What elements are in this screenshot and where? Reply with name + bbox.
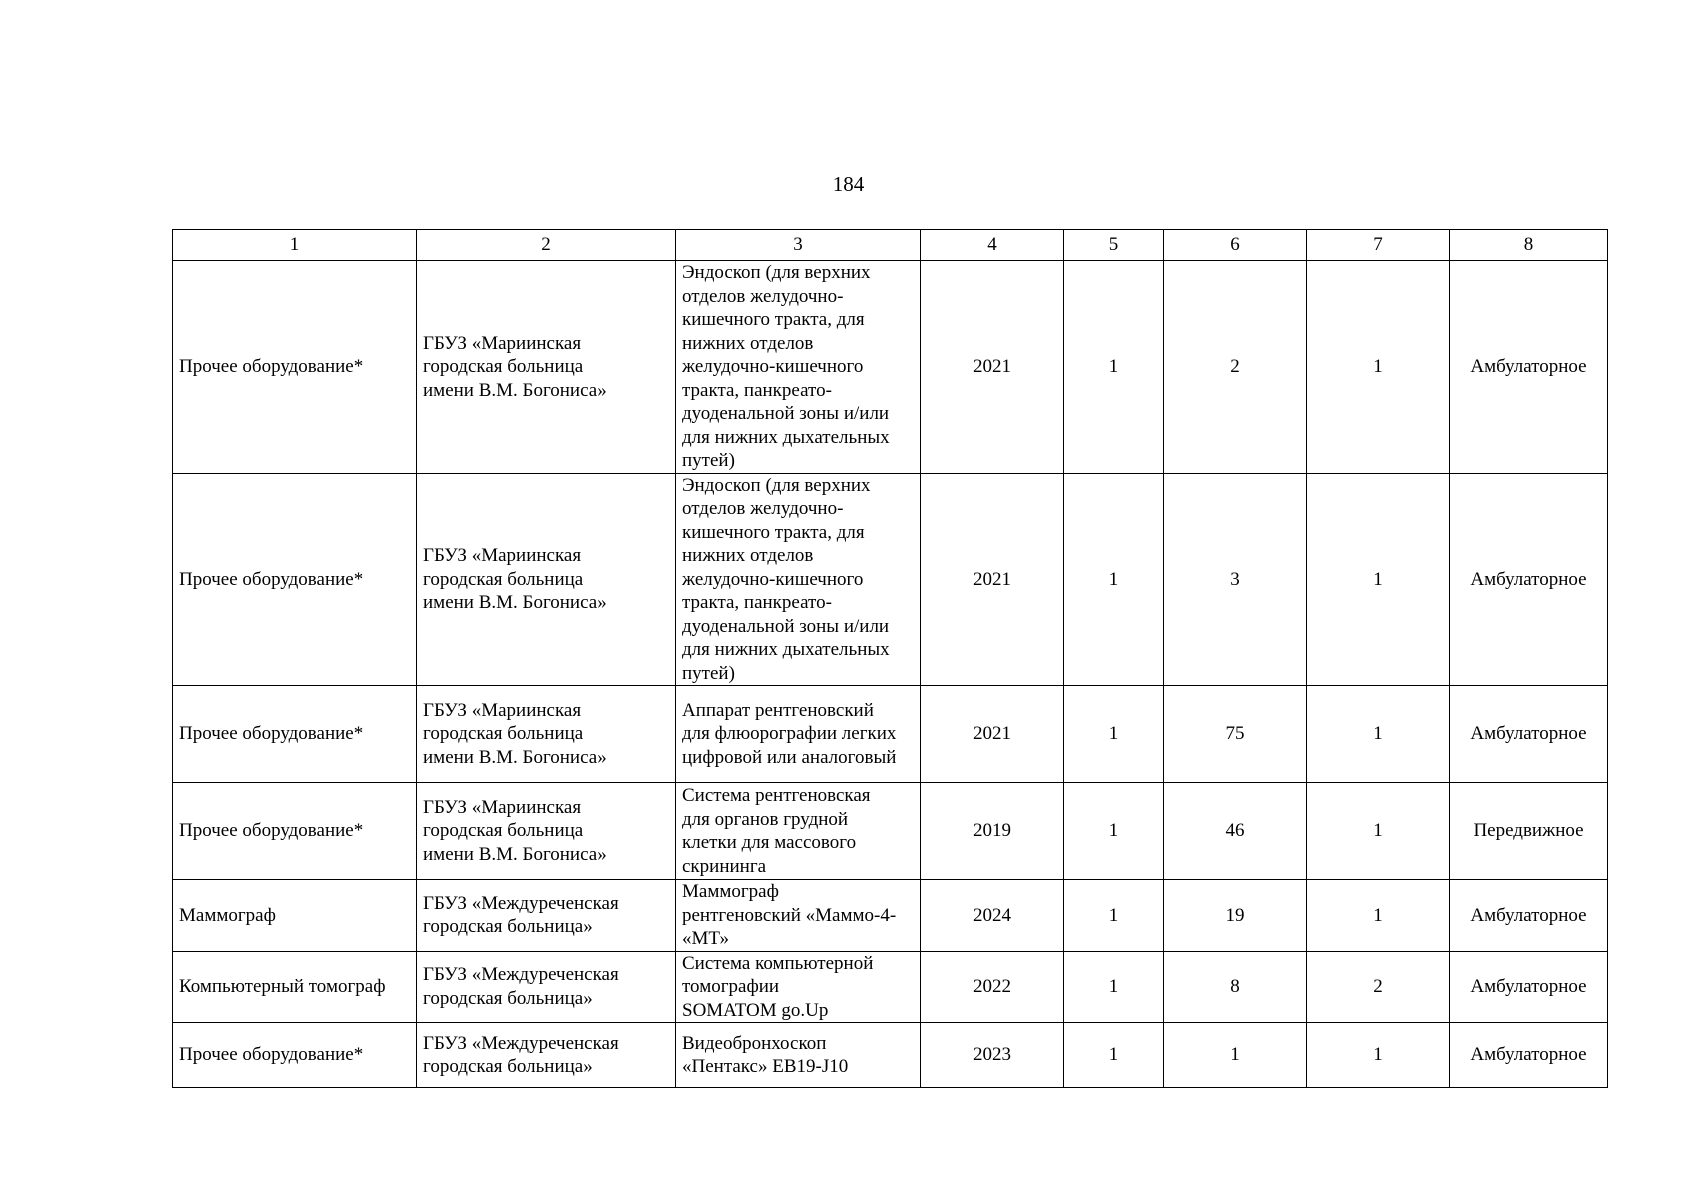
institution-cell — [417, 261, 676, 474]
equipment-name-cell-line: желудочно-кишечного — [682, 356, 864, 377]
column-6-cell: 3 — [1164, 473, 1307, 686]
equipment-name-cell-line: Система компьютерной — [682, 952, 874, 974]
equipment-name-cell-line: нижних отделов — [682, 545, 814, 566]
institution-cell — [417, 783, 676, 880]
column-header-6: 6 — [1164, 230, 1307, 261]
care-type-cell: Амбулаторное — [1450, 473, 1608, 686]
equipment-name-cell-line: кишечного тракта, для — [682, 521, 865, 543]
institution-cell-line: городская больница» — [423, 987, 593, 1009]
equipment-type-cell: Прочее оборудование* — [173, 261, 417, 474]
institution-cell-line: ГБУЗ «Междуреченская — [423, 892, 619, 914]
column-5-cell: 1 — [1064, 686, 1164, 783]
equipment-name-cell-line: кишечного тракта, для — [682, 309, 865, 330]
column-5-cell: 1 — [1064, 1023, 1164, 1088]
equipment-name-cell — [676, 880, 921, 952]
column-5-cell: 1 — [1064, 951, 1164, 1023]
table-row — [173, 686, 1608, 783]
year-cell: 2021 — [921, 686, 1064, 783]
equipment-name-cell-line: «МТ» — [682, 928, 730, 949]
year-cell: 2019 — [921, 783, 1064, 880]
table-row — [173, 951, 1608, 1023]
table-row — [173, 1023, 1608, 1088]
equipment-name-cell-line: тракта, панкреато- — [682, 592, 832, 613]
column-header-3: 3 — [676, 230, 921, 261]
care-type-cell: Амбулаторное — [1450, 261, 1608, 474]
equipment-name-cell-line: для нижних дыхательных — [682, 639, 890, 660]
column-7-cell: 1 — [1307, 261, 1450, 474]
institution-cell-line: ГБУЗ «Мариинская — [423, 796, 582, 818]
care-type-cell: Передвижное — [1450, 783, 1608, 880]
equipment-name-cell-line: тракта, панкреато- — [682, 379, 832, 401]
institution-cell-line: имени В.М. Богониса» — [423, 843, 607, 865]
column-7-cell: 1 — [1307, 473, 1450, 686]
equipment-name-cell-line: Эндоскоп (для верхних — [682, 262, 871, 283]
institution-cell-line: ГБУЗ «Междуреченская — [423, 964, 619, 986]
equipment-name-cell-line: цифровой или аналоговый — [682, 746, 897, 768]
institution-cell — [417, 880, 676, 952]
equipment-name-cell-line: томографии — [682, 976, 780, 997]
year-cell: 2023 — [921, 1023, 1064, 1088]
institution-cell-line: имени В.М. Богониса» — [423, 592, 607, 613]
equipment-name-cell-line: Видеобронхоскоп — [682, 1032, 827, 1054]
column-6-cell: 2 — [1164, 261, 1307, 474]
institution-cell — [417, 1023, 676, 1088]
institution-cell-line: имени В.М. Богониса» — [423, 379, 607, 401]
equipment-name-cell — [676, 951, 921, 1023]
equipment-name-cell-line: скрининга — [682, 855, 767, 877]
equipment-name-cell-line: путей) — [682, 450, 735, 471]
institution-cell-line: ГБУЗ «Междуреченская — [423, 1032, 619, 1054]
institution-cell-line: городская больница — [423, 723, 584, 745]
care-type-cell: Амбулаторное — [1450, 686, 1608, 783]
institution-cell — [417, 686, 676, 783]
column-header-2: 2 — [417, 230, 676, 261]
equipment-name-cell-line: для органов грудной — [682, 808, 849, 830]
equipment-name-cell — [676, 473, 921, 686]
column-6-cell: 19 — [1164, 880, 1307, 952]
equipment-name-cell-line: «Пентакс» EB19-J10 — [682, 1056, 849, 1077]
equipment-table — [172, 229, 1608, 1088]
column-7-cell: 1 — [1307, 783, 1450, 880]
institution-cell-line: ГБУЗ «Мариинская — [423, 699, 582, 721]
column-6-cell: 46 — [1164, 783, 1307, 880]
equipment-type-cell: Маммограф — [173, 880, 417, 952]
institution-cell-line: ГБУЗ «Мариинская — [423, 545, 582, 566]
equipment-name-cell-line: отделов желудочно- — [682, 285, 844, 307]
equipment-name-cell-line: дуоденальной зоны и/или — [682, 403, 890, 424]
column-header-7: 7 — [1307, 230, 1450, 261]
equipment-name-cell-line: Эндоскоп (для верхних — [682, 474, 871, 496]
column-header-5: 5 — [1064, 230, 1164, 261]
institution-cell-line: имени В.М. Богониса» — [423, 746, 607, 768]
column-5-cell: 1 — [1064, 880, 1164, 952]
column-7-cell: 2 — [1307, 951, 1450, 1023]
equipment-type-cell: Прочее оборудование* — [173, 783, 417, 880]
table-row — [173, 261, 1608, 474]
equipment-name-cell-line: для флюорографии легких — [682, 723, 897, 745]
institution-cell-line: городская больница — [423, 356, 584, 377]
table-row — [173, 880, 1608, 952]
year-cell: 2021 — [921, 473, 1064, 686]
institution-cell-line: городская больница» — [423, 1056, 593, 1077]
equipment-name-cell-line: клетки для массового — [682, 832, 857, 853]
column-7-cell: 1 — [1307, 880, 1450, 952]
column-header-1: 1 — [173, 230, 417, 261]
equipment-name-cell-line: желудочно-кишечного — [682, 568, 864, 590]
header-row — [173, 230, 1608, 261]
column-header-8: 8 — [1450, 230, 1608, 261]
equipment-type-cell: Прочее оборудование* — [173, 686, 417, 783]
equipment-name-cell-line: Система рентгеновская — [682, 785, 871, 806]
column-5-cell: 1 — [1064, 261, 1164, 474]
institution-cell-line: городская больница — [423, 820, 584, 842]
table-row — [173, 473, 1608, 686]
institution-cell-line: городская больница» — [423, 916, 593, 938]
equipment-name-cell — [676, 261, 921, 474]
institution-cell-line: городская больница — [423, 568, 584, 590]
page-number: 184 — [832, 172, 865, 196]
care-type-cell: Амбулаторное — [1450, 1023, 1608, 1088]
year-cell: 2022 — [921, 951, 1064, 1023]
equipment-name-cell-line: дуоденальной зоны и/или — [682, 615, 890, 637]
column-7-cell: 1 — [1307, 686, 1450, 783]
equipment-type-cell: Компьютерный томограф — [173, 951, 417, 1023]
column-5-cell: 1 — [1064, 473, 1164, 686]
care-type-cell: Амбулаторное — [1450, 880, 1608, 952]
institution-cell — [417, 951, 676, 1023]
equipment-name-cell-line: отделов желудочно- — [682, 498, 844, 519]
column-header-4: 4 — [921, 230, 1064, 261]
equipment-name-cell-line: нижних отделов — [682, 332, 814, 354]
care-type-cell: Амбулаторное — [1450, 951, 1608, 1023]
equipment-name-cell-line: рентгеновский «Маммо-4- — [682, 904, 897, 926]
equipment-name-cell-line: для нижних дыхательных — [682, 426, 890, 448]
equipment-name-cell-line: Маммограф — [682, 881, 779, 902]
column-6-cell: 75 — [1164, 686, 1307, 783]
equipment-type-cell: Прочее оборудование* — [173, 1023, 417, 1088]
equipment-name-cell-line: путей) — [682, 662, 735, 684]
institution-cell — [417, 473, 676, 686]
column-7-cell: 1 — [1307, 1023, 1450, 1088]
year-cell: 2021 — [921, 261, 1064, 474]
column-5-cell: 1 — [1064, 783, 1164, 880]
equipment-type-cell: Прочее оборудование* — [173, 473, 417, 686]
equipment-name-cell-line: SOMATOM go.Up — [682, 999, 829, 1021]
column-6-cell: 8 — [1164, 951, 1307, 1023]
year-cell: 2024 — [921, 880, 1064, 952]
equipment-name-cell — [676, 686, 921, 783]
equipment-name-cell — [676, 1023, 921, 1088]
equipment-name-cell-line: Аппарат рентгеновский — [682, 699, 874, 721]
table-row — [173, 783, 1608, 880]
equipment-name-cell — [676, 783, 921, 880]
institution-cell-line: ГБУЗ «Мариинская — [423, 332, 582, 354]
column-6-cell: 1 — [1164, 1023, 1307, 1088]
